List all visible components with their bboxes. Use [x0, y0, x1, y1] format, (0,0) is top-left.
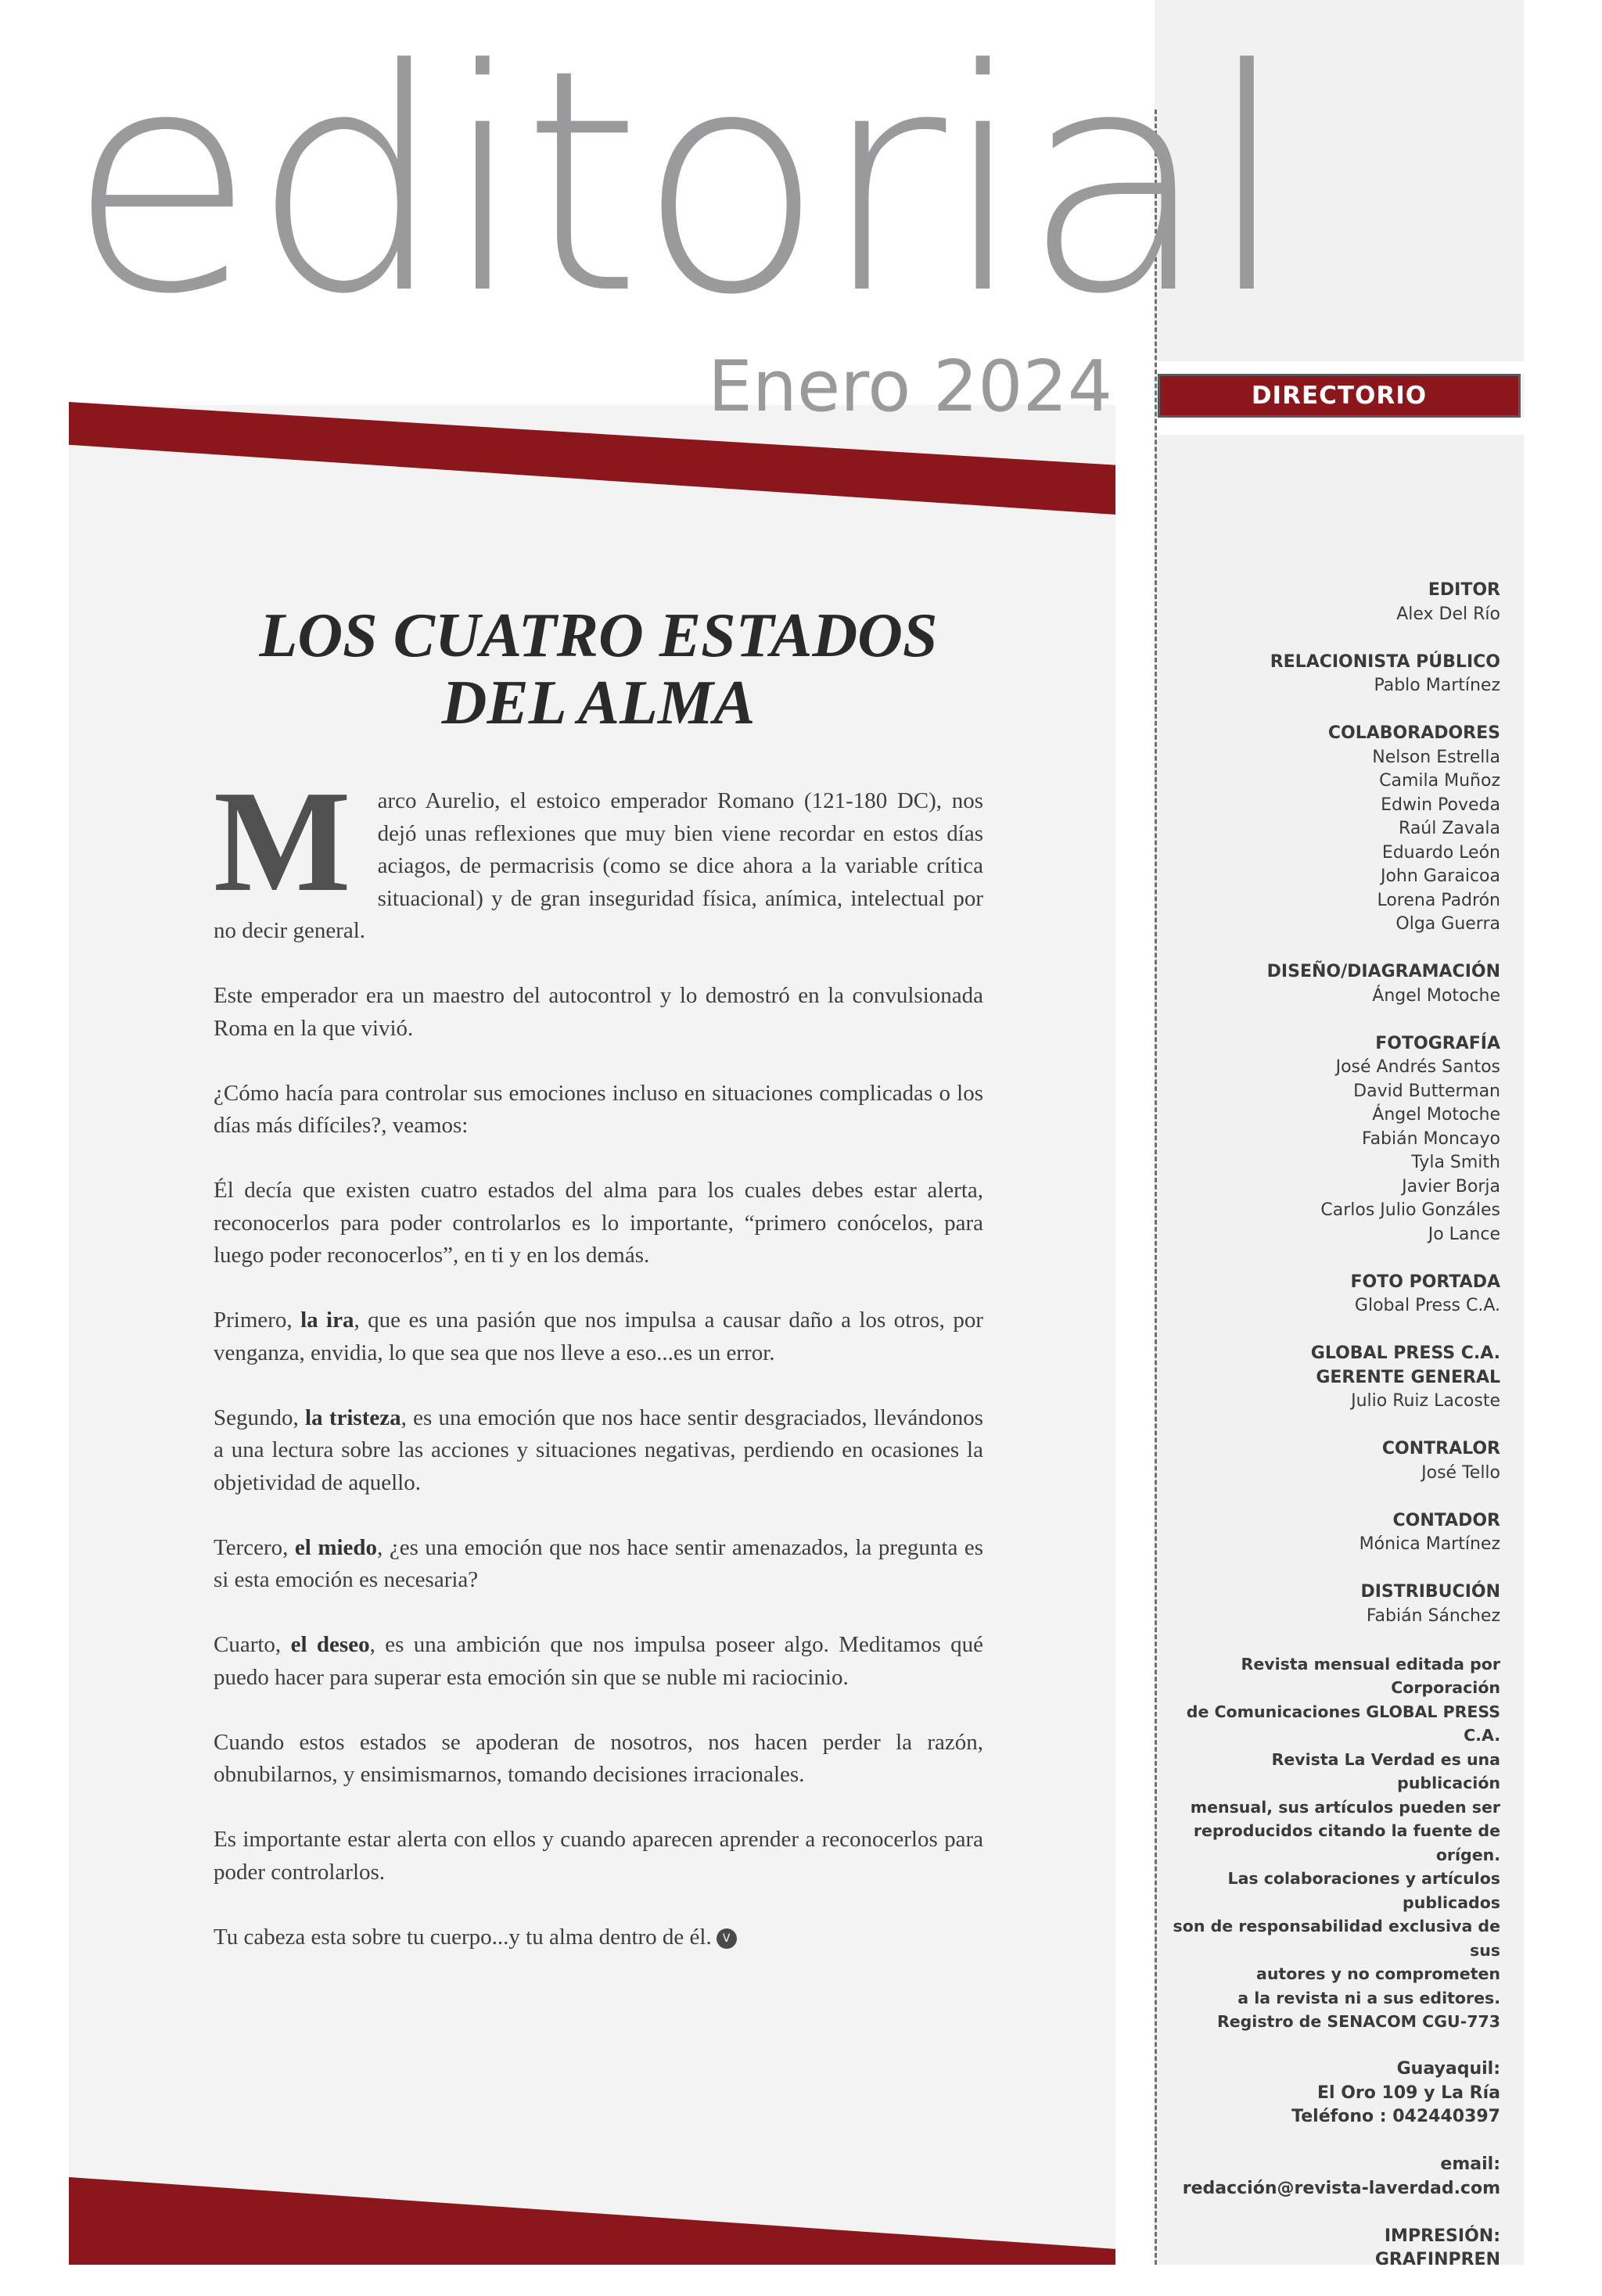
notice-line: Registro de SENACOM CGU-773: [1216, 2012, 1500, 2031]
staff-name: Tyla Smith: [1411, 1153, 1500, 1172]
text: Tercero,: [214, 1534, 295, 1560]
text: , que es una pasión que nos impulsa a causar daño a los otros, por venganza, envidia, lo que sea que nos lleve a eso...es un error.: [214, 1308, 983, 1365]
staff-name: Ángel Motoche: [1372, 985, 1500, 1006]
end-mark-icon: V: [717, 1928, 737, 1949]
printer-name: GRAFINPREN: [1374, 2250, 1500, 2269]
notice-line: son de responsabilidad exclusiva de sus: [1173, 1917, 1500, 1960]
role-label: GERENTE GENERAL: [1316, 1367, 1500, 1387]
contact-email: [1172, 2153, 1500, 2201]
paragraph: Este emperador era un maestro del autocontrol y lo demostró en la convulsionada Roma en la que vivió.: [214, 983, 983, 1041]
notice-line: de Comunicaciones GLOBAL PRESS C.A.: [1186, 1702, 1500, 1745]
paragraph: [214, 1532, 983, 1597]
issue-date: Enero 2024: [707, 346, 1112, 428]
staff-group-controller: [1172, 1437, 1500, 1485]
staff-name: Mónica Martínez: [1359, 1534, 1500, 1554]
text: , ¿es una emoción que nos hace sentir amenazados, la pregunta es si esta emoción es necesaria?: [214, 1534, 983, 1592]
article-title-line1: LOS CUATRO ESTADOS: [259, 601, 938, 670]
staff-name: Alex Del Río: [1396, 604, 1500, 624]
notice-line: mensual, sus artículos pueden ser: [1190, 1797, 1500, 1817]
text: Cuarto,: [214, 1632, 291, 1657]
staff-name: Julio Ruiz Lacoste: [1351, 1391, 1500, 1411]
role-label: DISEÑO/DIAGRAMACIÓN: [1266, 962, 1500, 981]
staff-group-cover: [1172, 1271, 1500, 1318]
role-label: DISTRIBUCIÓN: [1360, 1582, 1500, 1602]
sidebar-gap-lower: [1155, 418, 1524, 435]
role-label: GLOBAL PRESS C.A.: [1310, 1344, 1500, 1363]
staff-name: Javier Borja: [1402, 1176, 1500, 1196]
contact-address: [1172, 2057, 1500, 2129]
paragraph: Él decía que existen cuatro estados del alma para los cuales debes estar alerta, reconocerlos para poder controlarlos es lo importante, “primero conócelos, para luego poder reconocerlos”, en ti y en los demás.: [214, 1178, 983, 1268]
staff-group-design: [1172, 960, 1500, 1008]
keyword-tristeza: la tristeza: [305, 1405, 401, 1430]
staff-group-collaborators: [1172, 722, 1500, 937]
directory-header: DIRECTORIO: [1158, 374, 1521, 418]
staff-name: Camila Muñoz: [1379, 771, 1500, 791]
text: Segundo,: [214, 1405, 306, 1430]
staff-name: Jo Lance: [1428, 1224, 1500, 1244]
legal-notice: [1172, 1652, 1500, 2034]
staff-group-pr: [1172, 651, 1500, 698]
staff-group-photography: [1172, 1032, 1500, 1247]
paragraph: Cuando estos estados se apoderan de nosotros, nos hacen perder la razón, obnubilarnos, y ensimismarnos, tomando decisiones irracionales.: [214, 1729, 983, 1787]
role-label: RELACIONISTA PÚBLICO: [1270, 651, 1500, 672]
staff-name: Pablo Martínez: [1374, 676, 1500, 695]
role-label: FOTO PORTADA: [1350, 1272, 1500, 1292]
notice-line: Las colaboraciones y artículos publicados: [1227, 1869, 1500, 1912]
role-label: email:: [1440, 2154, 1500, 2174]
staff-name: Carlos Julio Gonzáles: [1320, 1200, 1500, 1220]
role-label: IMPRESIÓN:: [1384, 2226, 1500, 2246]
staff-name: Nelson Estrella: [1372, 747, 1500, 767]
sidebar-gap: [1155, 361, 1524, 374]
paragraph: [214, 1402, 983, 1500]
staff-name: John Garaicoa: [1380, 866, 1500, 886]
paragraph: ¿Cómo hacía para controlar sus emociones incluso en situaciones complicadas o los días más difíciles?, veamos:: [214, 1080, 983, 1138]
staff-group-accountant: [1172, 1509, 1500, 1557]
text: Primero,: [214, 1308, 301, 1333]
staff-name: Fabián Sánchez: [1366, 1605, 1500, 1626]
keyword-deseo: el deseo: [290, 1632, 370, 1657]
role-label: COLABORADORES: [1327, 723, 1500, 743]
staff-name: Global Press C.A.: [1354, 1296, 1500, 1315]
address: El Oro 109 y La Ría: [1317, 2083, 1500, 2103]
paragraph: [214, 1304, 983, 1369]
text: , es una emoción que nos hace sentir desgraciados, llevándonos a una lectura sobre las acciones y situaciones negativas, perdiendo en ocasiones la objetividad de aquello.: [214, 1405, 983, 1495]
staff-name: José Andrés Santos: [1335, 1057, 1500, 1077]
keyword-miedo: el miedo: [294, 1534, 378, 1560]
notice-line: Revista mensual editada por Corporación: [1241, 1654, 1500, 1697]
paragraph: [214, 1629, 983, 1694]
staff-name: David Butterman: [1353, 1081, 1500, 1101]
keyword-ira: la ira: [300, 1308, 354, 1333]
role-label: EDITOR: [1428, 580, 1500, 600]
drop-cap: M: [214, 761, 351, 922]
phone: Teléfono : 042440397: [1291, 2107, 1500, 2126]
staff-name: José Tello: [1421, 1462, 1500, 1483]
dashed-divider: [1155, 109, 1157, 2265]
text: , es una ambición que nos impulsa poseer algo. Meditamos qué puedo hacer para superar esta emoción sin que se nuble mi raciocinio.: [214, 1632, 984, 1690]
staff-name: Eduardo León: [1381, 842, 1500, 863]
role-label: CONTADOR: [1392, 1510, 1500, 1530]
paragraph-text: arco Aurelio, el estoico emperador Romano (121-180 DC), nos dejó unas reflexiones que muy bien viene recordar en estos días aciagos, de permacrisis (como se dice ahora a la variable crítica situacional) y de gran inseguridad física, anímica, intelectual por no decir general.: [214, 788, 983, 943]
staff-name: Ángel Motoche: [1372, 1105, 1500, 1125]
role-label: CONTRALOR: [1381, 1439, 1500, 1458]
staff-name: Raúl Zavala: [1399, 819, 1500, 838]
article-title: [214, 602, 983, 737]
notice-line: a la revista ni a sus editores.: [1237, 1988, 1500, 2007]
article-title-line2: DEL ALMA: [441, 669, 756, 737]
staff-list: [1172, 579, 1500, 2296]
paragraph: [214, 1921, 983, 1954]
staff-group-management: [1172, 1342, 1500, 1414]
paragraph: [214, 761, 983, 948]
closing-text: Tu cabeza esta sobre tu cuerpo...y tu alma dentro de él.: [214, 1924, 712, 1950]
staff-name: Edwin Poveda: [1381, 795, 1500, 815]
notice-line: Revista La Verdad es una publicación: [1271, 1749, 1500, 1792]
notice-line: autores y no comprometen: [1255, 1964, 1500, 1983]
role-label: FOTOGRAFÍA: [1375, 1033, 1500, 1053]
staff-name: Fabián Moncayo: [1361, 1128, 1500, 1149]
paragraph: Es importante estar alerta con ellos y cuando aparecen aprender a reconocerlos para poder controlarlos.: [214, 1827, 983, 1885]
masthead-title: editorial: [67, 5, 1286, 361]
staff-group-editor: [1172, 579, 1500, 626]
staff-name: Olga Guerra: [1395, 914, 1500, 934]
staff-group-printing: [1172, 2225, 1500, 2273]
article-body: [214, 761, 984, 1986]
role-label: Guayaquil:: [1396, 2059, 1500, 2079]
email-address: redacción@revista-laverdad.com: [1182, 2178, 1500, 2198]
staff-name: Lorena Padrón: [1377, 890, 1500, 910]
staff-group-distribution: [1172, 1580, 1500, 1628]
notice-line: reproducidos citando la fuente de orígen.: [1193, 1821, 1500, 1864]
